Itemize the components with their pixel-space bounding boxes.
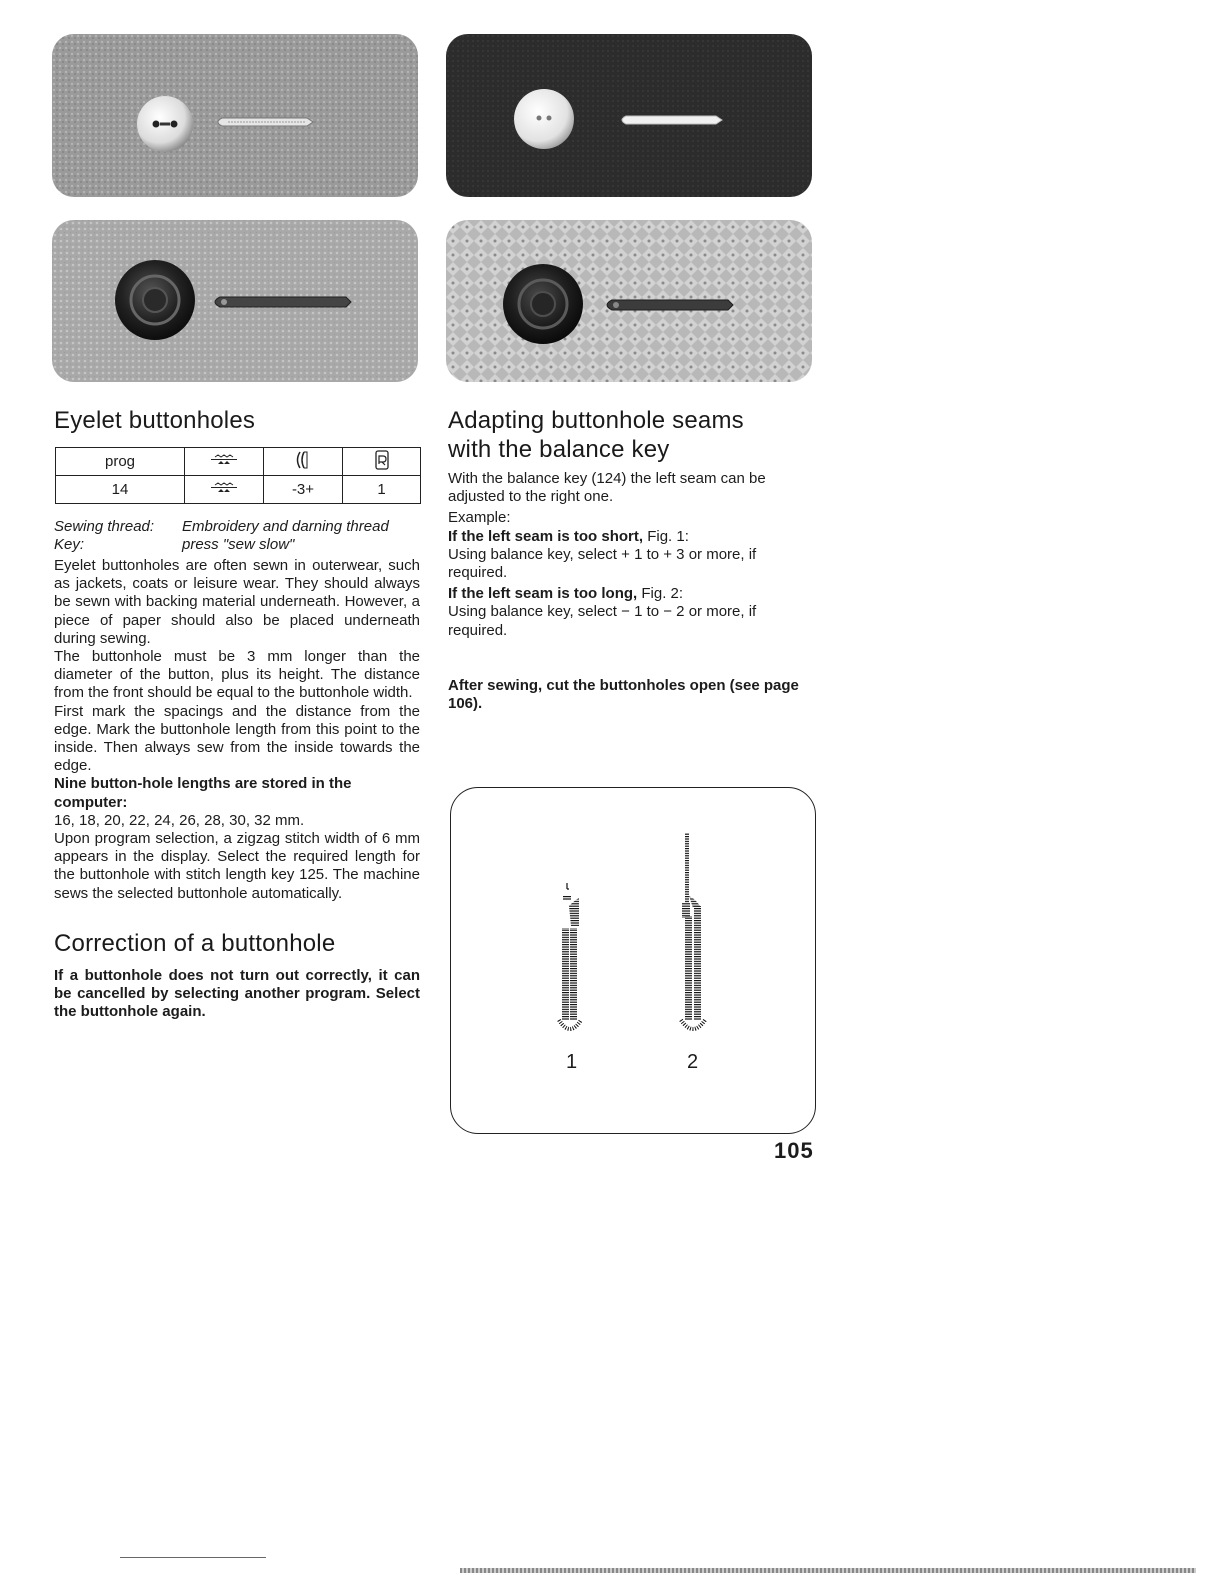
presser-foot-icon bbox=[343, 448, 421, 476]
photo-white-button-light-image bbox=[52, 34, 418, 197]
stored-lengths-values: 16, 18, 20, 22, 24, 26, 28, 30, 32 mm. bbox=[54, 811, 305, 829]
too-short-fig: Fig. 1: bbox=[647, 527, 689, 545]
prog-number: 14 bbox=[56, 476, 185, 504]
key-label: Key: bbox=[54, 536, 85, 553]
figure-label-1: 1 bbox=[566, 1051, 578, 1073]
prog-header: prog bbox=[56, 448, 185, 476]
figure-label-2: 2 bbox=[687, 1051, 699, 1073]
too-long-line bbox=[448, 585, 814, 603]
eyelet-section bbox=[54, 406, 420, 1021]
buttonhole-1-icon bbox=[559, 883, 581, 1029]
presser-foot-value: 1 bbox=[343, 476, 421, 504]
too-short-text: Using balance key, select + 1 to + 3 or more, if required. bbox=[448, 545, 757, 582]
eyelet-paragraph-2: The buttonhole must be 3 mm longer than the diameter of the button, plus its height. The distance from the front should be equal to the buttonhole width. bbox=[54, 648, 420, 702]
buttonhole-figure-drawing bbox=[451, 788, 815, 1133]
balance-section bbox=[448, 406, 814, 713]
photo-dark-button-light-image bbox=[52, 220, 418, 382]
buttonhole-2-icon bbox=[681, 833, 705, 1029]
stored-lengths-heading: Nine button-hole lengths are stored in the computer: bbox=[54, 775, 352, 811]
photo-white-button-dark-image bbox=[446, 34, 812, 197]
key-value: press "sew slow" bbox=[182, 536, 295, 553]
too-long-heading: If the left seam is too long, bbox=[448, 585, 638, 603]
stitch-width-icon bbox=[185, 448, 264, 476]
after-sewing-note: After sewing, cut the buttonholes open (see page 106). bbox=[448, 676, 799, 713]
too-short-heading: If the left seam is too short, bbox=[448, 527, 644, 545]
balance-icon bbox=[264, 448, 343, 476]
balance-value: -3+ bbox=[264, 476, 343, 504]
photo-dark-button-light bbox=[52, 220, 418, 382]
balance-intro: With the balance key (124) the left seam can be adjusted to the right one. bbox=[448, 470, 766, 506]
eyelet-title: Eyelet buttonholes bbox=[54, 407, 256, 434]
too-long-text: Using balance key, select − 1 to − 2 or more, if required. bbox=[448, 603, 757, 639]
bottom-rule bbox=[120, 1557, 266, 1558]
photo-dark-button-texture-image bbox=[446, 220, 812, 382]
program-table bbox=[55, 447, 421, 504]
program-table-row bbox=[56, 476, 421, 504]
thread-row bbox=[54, 518, 420, 536]
buttonhole-figure bbox=[450, 787, 816, 1134]
thread-value: Embroidery and darning thread bbox=[182, 518, 389, 535]
stitch-width-icon bbox=[185, 476, 264, 504]
eyelet-paragraph-4: Upon program selection, a zigzag stitch width of 6 mm appears in the display. Select the required length for the buttonhole with stitch length key 125. The machine sews the selected buttonhole automatically. bbox=[54, 830, 420, 902]
balance-title-line-1: Adapting buttonhole seams bbox=[448, 407, 744, 434]
thread-label: Sewing thread: bbox=[54, 518, 155, 535]
correction-text: If a buttonhole does not turn out correctly, it can be cancelled by selecting another program. Select the buttonhole again. bbox=[54, 966, 420, 1021]
program-table-header bbox=[56, 448, 421, 476]
example-label: Example: bbox=[448, 509, 511, 527]
correction-title: Correction of a buttonhole bbox=[54, 929, 336, 957]
balance-title-line-2: with the balance key bbox=[448, 436, 670, 463]
photo-dark-button-texture bbox=[446, 220, 812, 382]
too-long-fig: Fig. 2: bbox=[641, 585, 684, 603]
photo-white-button-dark bbox=[446, 34, 812, 197]
eyelet-paragraph-3: First mark the spacings and the distance from the edge. Mark the buttonhole length from this point to the inside. Then always sew from the inside towards the edge. bbox=[54, 702, 420, 775]
bottom-scan-edge bbox=[460, 1568, 1196, 1573]
key-row bbox=[54, 536, 420, 554]
too-short-line bbox=[448, 528, 814, 546]
eyelet-paragraph-1: Eyelet buttonholes are often sewn in outerwear, such as jackets, coats or leisure wear. They should always be sewn with backing material underneath. However, a piece of paper should also be placed underneath during sewing. bbox=[54, 557, 420, 647]
photo-white-button-light bbox=[52, 34, 418, 197]
page-number: 105 bbox=[774, 1138, 814, 1163]
